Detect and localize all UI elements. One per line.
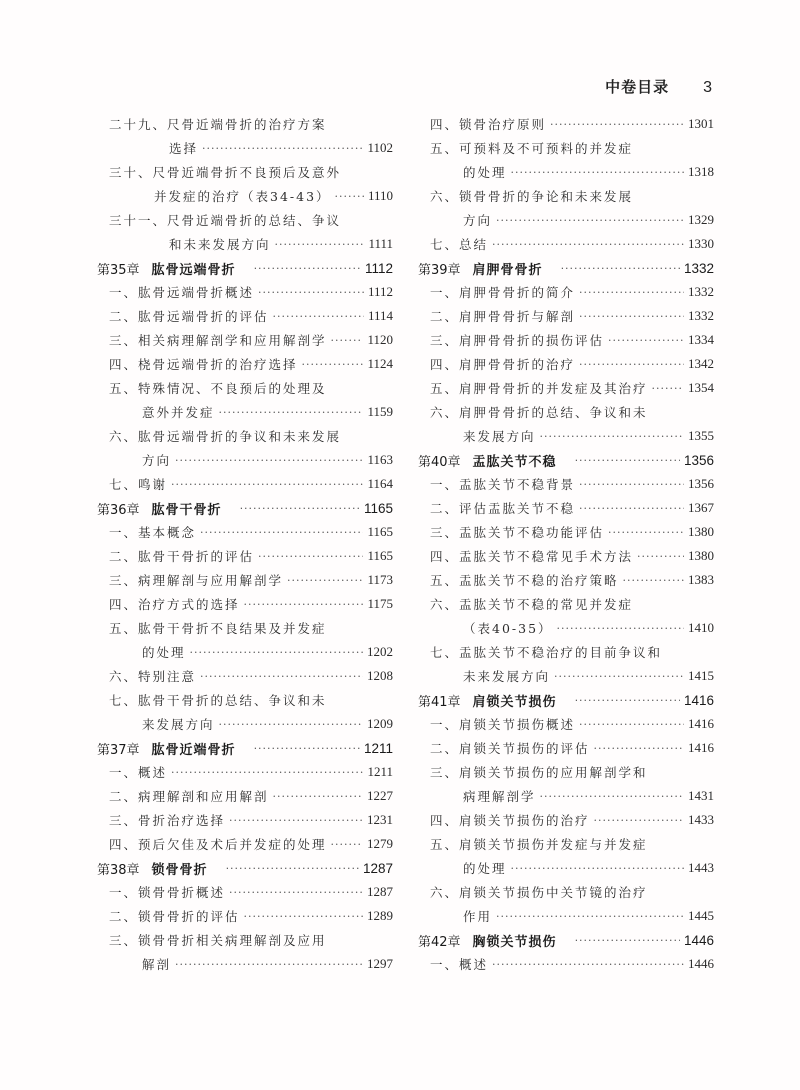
toc-section-entry[interactable] [418, 832, 714, 856]
chapter-title: 肱骨远端骨折 [151, 262, 236, 278]
dot-leader [331, 838, 363, 851]
toc-section-continuation[interactable] [418, 664, 714, 688]
page-ref: 1318 [688, 164, 714, 179]
dot-leader [637, 550, 684, 563]
section-title: 五、肩锁关节损伤并发症与并发症 [430, 837, 648, 852]
toc-section-entry[interactable] [418, 736, 714, 760]
toc-section-entry[interactable] [97, 904, 393, 928]
page-ref: 1227 [367, 788, 393, 803]
dot-leader [240, 502, 360, 515]
toc-chapter-entry[interactable] [418, 928, 714, 952]
toc-section-continuation[interactable] [97, 232, 393, 256]
page-ref: 1163 [367, 452, 393, 467]
section-title: 三、锁骨骨折相关病理解剖及应用 [109, 933, 327, 948]
dot-leader [608, 334, 684, 347]
toc-section-entry[interactable] [97, 784, 393, 808]
dot-leader [594, 814, 684, 827]
toc-section-entry[interactable] [418, 760, 714, 784]
dot-leader [594, 742, 684, 755]
toc-section-entry[interactable] [97, 472, 393, 496]
dot-leader [540, 790, 684, 803]
page-ref: 1164 [367, 476, 393, 491]
dot-leader [652, 382, 684, 395]
section-title: 三、病理解剖与应用解剖学 [109, 573, 284, 588]
page-ref: 1173 [367, 572, 393, 587]
dot-leader [550, 118, 684, 131]
chapter-title: 盂肱关节不稳 [472, 454, 557, 470]
dot-leader [175, 958, 363, 971]
section-title: 四、锁骨治疗原则 [430, 117, 547, 132]
toc-section-entry[interactable] [97, 280, 393, 304]
toc-section-entry[interactable] [418, 472, 714, 496]
toc-section-entry[interactable] [97, 664, 393, 688]
section-title: 病理解剖学 [463, 789, 536, 804]
toc-section-entry[interactable] [97, 832, 393, 856]
section-title: 二、锁骨骨折的评估 [109, 909, 240, 924]
toc-section-entry[interactable] [97, 928, 393, 952]
section-title: 五、特殊情况、不良预后的处理及 [109, 381, 327, 396]
section-title: 七、肱骨干骨折的总结、争议和未 [109, 693, 327, 708]
dot-leader [554, 670, 684, 683]
section-title: 六、肱骨远端骨折的争议和未来发展 [109, 429, 342, 444]
dot-leader [302, 358, 364, 371]
section-title: 三、盂肱关节不稳功能评估 [430, 525, 605, 540]
section-title: 三、骨折治疗选择 [109, 813, 226, 828]
chapter-title: 胸锁关节损伤 [472, 934, 557, 950]
toc-section-continuation[interactable] [418, 616, 714, 640]
section-title: 解剖 [142, 957, 172, 972]
section-title: 二、肩锁关节损伤的评估 [430, 741, 590, 756]
toc-section-entry[interactable] [418, 544, 714, 568]
section-title: 的处理 [463, 861, 507, 876]
page-ref: 1355 [688, 428, 714, 443]
toc-section-entry[interactable] [418, 640, 714, 664]
section-title: 一、盂肱关节不稳背景 [430, 477, 576, 492]
section-title: 一、肩锁关节损伤概述 [430, 717, 576, 732]
toc-section-entry[interactable] [97, 688, 393, 712]
page-number: 3 [703, 79, 712, 96]
toc-section-continuation[interactable] [418, 856, 714, 880]
section-title: 三、相关病理解剖学和应用解剖学 [109, 333, 327, 348]
page-ref: 1383 [688, 572, 714, 587]
section-title: 的处理 [142, 645, 186, 660]
page-ref: 1431 [688, 788, 714, 803]
page-ref: 1443 [688, 860, 714, 875]
section-title: 二、病理解剖和应用解剖 [109, 789, 269, 804]
dot-leader [229, 886, 363, 899]
dot-leader [557, 622, 684, 635]
page-ref: 1287 [367, 884, 393, 899]
chapter-title: 锁骨骨折 [151, 862, 208, 878]
toc-section-entry[interactable] [418, 712, 714, 736]
dot-leader [575, 454, 680, 467]
toc-section-entry[interactable] [418, 376, 714, 400]
page-ref: 1209 [367, 716, 393, 731]
chapter-title: 肱骨近端骨折 [151, 742, 236, 758]
toc-section-continuation[interactable] [418, 784, 714, 808]
toc-section-entry[interactable] [418, 280, 714, 304]
toc-section-entry[interactable] [97, 160, 393, 184]
section-title: 二十九、尺骨近端骨折的治疗方案 [109, 117, 327, 132]
toc-section-continuation[interactable] [418, 904, 714, 928]
page-ref: 1330 [688, 236, 714, 251]
page-ref: 1367 [688, 500, 714, 515]
section-title: 意外并发症 [142, 405, 215, 420]
section-title: 选择 [169, 141, 199, 156]
page-ref: 1415 [688, 668, 714, 683]
dot-leader [258, 550, 363, 563]
toc-section-entry[interactable] [418, 496, 714, 520]
toc-section-continuation[interactable] [97, 400, 393, 424]
toc-section-entry[interactable] [418, 520, 714, 544]
page-ref: 1416 [688, 716, 714, 731]
toc-section-continuation[interactable] [97, 448, 393, 472]
section-title: 七、总结 [430, 237, 489, 252]
toc-chapter-entry[interactable] [418, 256, 714, 280]
toc-section-entry[interactable] [418, 136, 714, 160]
page-ref: 1120 [367, 332, 393, 347]
toc-section-continuation[interactable] [97, 952, 393, 976]
page-ref: 1287 [362, 860, 393, 876]
page-ref: 1334 [688, 332, 714, 347]
dot-leader [579, 478, 684, 491]
toc-section-entry[interactable] [418, 592, 714, 616]
toc-left-column [97, 112, 393, 976]
dot-leader [219, 718, 363, 731]
dot-leader [175, 454, 363, 467]
toc-section-entry[interactable] [97, 328, 393, 352]
toc-section-continuation[interactable] [418, 208, 714, 232]
page-ref: 1110 [367, 188, 393, 203]
section-title: 四、桡骨远端骨折的治疗选择 [109, 357, 298, 372]
toc-section-entry[interactable] [97, 352, 393, 376]
dot-leader [335, 190, 364, 203]
toc-section-continuation[interactable] [97, 640, 393, 664]
dot-leader [492, 958, 684, 971]
section-title: 七、盂肱关节不稳治疗的目前争议和 [430, 645, 663, 660]
chapter-number: 第38章 [97, 862, 140, 878]
toc-section-entry[interactable] [418, 568, 714, 592]
toc-section-entry[interactable] [418, 304, 714, 328]
dot-leader [561, 262, 680, 275]
toc-chapter-entry[interactable] [97, 736, 393, 760]
page-ref: 1410 [688, 620, 714, 635]
chapter-number: 第37章 [97, 742, 140, 758]
page-ref: 1112 [364, 260, 393, 276]
dot-leader [273, 790, 363, 803]
section-title: 三十、尺骨近端骨折不良预后及意外 [109, 165, 342, 180]
toc-section-entry[interactable] [97, 760, 393, 784]
toc-section-entry[interactable] [418, 232, 714, 256]
toc-section-entry[interactable] [418, 328, 714, 352]
dot-leader [623, 574, 684, 587]
dot-leader [579, 502, 684, 515]
toc-section-entry[interactable] [97, 616, 393, 640]
toc-section-entry[interactable] [97, 112, 393, 136]
page-ref: 1289 [367, 908, 393, 923]
chapter-title: 肱骨干骨折 [151, 502, 222, 518]
dot-leader [171, 766, 363, 779]
toc-section-entry[interactable] [97, 808, 393, 832]
page-ref: 1211 [367, 764, 393, 779]
dot-leader [219, 406, 364, 419]
toc-section-entry[interactable] [418, 880, 714, 904]
dot-leader [492, 238, 684, 251]
page-ref: 1124 [367, 356, 393, 371]
page-ref: 1112 [367, 284, 393, 299]
section-title: 六、特别注意 [109, 669, 197, 684]
page-ref: 1329 [688, 212, 714, 227]
page-ref: 1114 [367, 308, 393, 323]
section-title: 未来发展方向 [463, 669, 551, 684]
page-ref: 1102 [367, 140, 393, 155]
section-title: 四、治疗方式的选择 [109, 597, 240, 612]
dot-leader [190, 646, 363, 659]
section-title: （表40-35） [463, 621, 553, 636]
section-title: 一、肱骨远端骨折概述 [109, 285, 255, 300]
section-title: 五、肩胛骨骨折的并发症及其治疗 [430, 381, 648, 396]
dot-leader [511, 862, 684, 875]
toc-right-column [418, 112, 714, 976]
page-ref: 1342 [688, 356, 714, 371]
toc-section-continuation[interactable] [97, 712, 393, 736]
toc-chapter-entry[interactable] [418, 448, 714, 472]
toc-section-entry[interactable] [418, 112, 714, 136]
page-ref: 1416 [688, 740, 714, 755]
page-ref: 1332 [688, 284, 714, 299]
toc-section-continuation[interactable] [97, 184, 393, 208]
dot-leader [579, 286, 684, 299]
section-title: 五、盂肱关节不稳的治疗策略 [430, 573, 619, 588]
dot-leader [273, 310, 364, 323]
page-ref: 1332 [688, 308, 714, 323]
page-ref: 1301 [688, 116, 714, 131]
header-title: 中卷目录 [605, 78, 670, 96]
section-title: 一、概述 [430, 957, 489, 972]
toc-section-entry[interactable] [97, 568, 393, 592]
section-title: 七、鸣谢 [109, 477, 168, 492]
dot-leader [171, 478, 363, 491]
toc-chapter-entry[interactable] [418, 688, 714, 712]
toc-section-continuation[interactable] [418, 424, 714, 448]
toc-section-entry[interactable] [97, 520, 393, 544]
section-title: 六、盂肱关节不稳的常见并发症 [430, 597, 634, 612]
section-title: 三十一、尺骨近端骨折的总结、争议 [109, 213, 342, 228]
section-title: 五、可预料及不可预料的并发症 [430, 141, 634, 156]
toc-chapter-entry[interactable] [97, 856, 393, 880]
chapter-number: 第41章 [418, 694, 461, 710]
chapter-number: 第40章 [418, 454, 461, 470]
dot-leader [275, 238, 365, 251]
page-ref: 1208 [367, 668, 393, 683]
dot-leader [540, 430, 684, 443]
section-title: 作用 [463, 909, 493, 924]
dot-leader [579, 718, 684, 731]
toc-section-entry[interactable] [418, 352, 714, 376]
toc-section-entry[interactable] [97, 376, 393, 400]
toc-section-entry[interactable] [97, 208, 393, 232]
section-title: 三、肩胛骨骨折的损伤评估 [430, 333, 605, 348]
dot-leader [331, 334, 364, 347]
dot-leader [254, 262, 361, 275]
toc-section-entry[interactable] [97, 880, 393, 904]
section-title: 六、锁骨骨折的争论和未来发展 [430, 189, 634, 204]
section-title: 六、肩胛骨骨折的总结、争议和未 [430, 405, 648, 420]
page-ref: 1356 [683, 452, 714, 468]
page-ref: 1356 [688, 476, 714, 491]
section-title: 方向 [463, 213, 493, 228]
chapter-number: 第42章 [418, 934, 461, 950]
section-title: 二、肩胛骨骨折与解剖 [430, 309, 576, 324]
page-ref: 1165 [367, 524, 393, 539]
toc-section-entry[interactable] [97, 424, 393, 448]
page-ref: 1416 [683, 692, 714, 708]
dot-leader [496, 910, 684, 923]
page-ref: 1297 [367, 956, 393, 971]
page-ref: 1231 [367, 812, 393, 827]
chapter-number: 第35章 [97, 262, 140, 278]
dot-leader [579, 358, 684, 371]
dot-leader [244, 598, 364, 611]
toc-section-entry[interactable] [418, 184, 714, 208]
dot-leader [511, 166, 684, 179]
dot-leader [202, 142, 363, 155]
page-ref: 1380 [688, 524, 714, 539]
section-title: 五、肱骨干骨折不良结果及并发症 [109, 621, 327, 636]
section-title: 一、肩胛骨骨折的简介 [430, 285, 576, 300]
section-title: 四、预后欠佳及术后并发症的处理 [109, 837, 327, 852]
chapter-number: 第36章 [97, 502, 140, 518]
section-title: 来发展方向 [463, 429, 536, 444]
page-ref: 1211 [363, 740, 393, 756]
toc-section-continuation[interactable] [97, 136, 393, 160]
toc-chapter-entry[interactable] [97, 256, 393, 280]
dot-leader [244, 910, 363, 923]
dot-leader [575, 934, 680, 947]
toc-section-entry[interactable] [418, 952, 714, 976]
dot-leader [575, 694, 680, 707]
section-title: 一、锁骨骨折概述 [109, 885, 226, 900]
page-ref: 1111 [368, 236, 393, 251]
section-title: 的处理 [463, 165, 507, 180]
dot-leader [200, 670, 363, 683]
page-ref: 1446 [683, 932, 714, 948]
toc-section-entry[interactable] [97, 304, 393, 328]
page-ref: 1445 [688, 908, 714, 923]
dot-leader [496, 214, 684, 227]
page-ref: 1446 [688, 956, 714, 971]
toc-section-entry[interactable] [418, 808, 714, 832]
section-title: 四、肩锁关节损伤的治疗 [430, 813, 590, 828]
section-title: 二、肱骨远端骨折的评估 [109, 309, 269, 324]
section-title: 方向 [142, 453, 172, 468]
section-title: 四、肩胛骨骨折的治疗 [430, 357, 576, 372]
page-ref: 1380 [688, 548, 714, 563]
page-ref: 1159 [367, 404, 393, 419]
dot-leader [579, 310, 684, 323]
chapter-title: 肩胛骨骨折 [472, 262, 543, 278]
dot-leader [254, 742, 360, 755]
page-ref: 1279 [367, 836, 393, 851]
dot-leader [287, 574, 363, 587]
section-title: 和未来发展方向 [169, 237, 271, 252]
section-title: 一、基本概念 [109, 525, 197, 540]
dot-leader [226, 862, 359, 875]
page-ref: 1433 [688, 812, 714, 827]
section-title: 四、盂肱关节不稳常见手术方法 [430, 549, 634, 564]
page-ref: 1354 [688, 380, 714, 395]
chapter-title: 肩锁关节损伤 [472, 694, 557, 710]
toc-section-entry[interactable] [97, 592, 393, 616]
page-ref: 1165 [367, 548, 393, 563]
toc-section-entry[interactable] [418, 400, 714, 424]
section-title: 来发展方向 [142, 717, 215, 732]
section-title: 一、概述 [109, 765, 168, 780]
running-header [605, 76, 712, 97]
section-title: 六、肩锁关节损伤中关节镜的治疗 [430, 885, 648, 900]
toc-chapter-entry[interactable] [97, 496, 393, 520]
page-ref: 1202 [367, 644, 393, 659]
dot-leader [229, 814, 363, 827]
toc-section-continuation[interactable] [418, 160, 714, 184]
section-title: 并发症的治疗（表34-43） [154, 189, 331, 204]
page-ref: 1332 [683, 260, 714, 276]
section-title: 二、肱骨干骨折的评估 [109, 549, 255, 564]
page-ref: 1175 [367, 596, 393, 611]
dot-leader [258, 286, 364, 299]
section-title: 三、肩锁关节损伤的应用解剖学和 [430, 765, 648, 780]
section-title: 二、评估盂肱关节不稳 [430, 501, 576, 516]
dot-leader [200, 526, 363, 539]
chapter-number: 第39章 [418, 262, 461, 278]
dot-leader [608, 526, 684, 539]
toc-section-entry[interactable] [97, 544, 393, 568]
page-ref: 1165 [363, 500, 393, 516]
